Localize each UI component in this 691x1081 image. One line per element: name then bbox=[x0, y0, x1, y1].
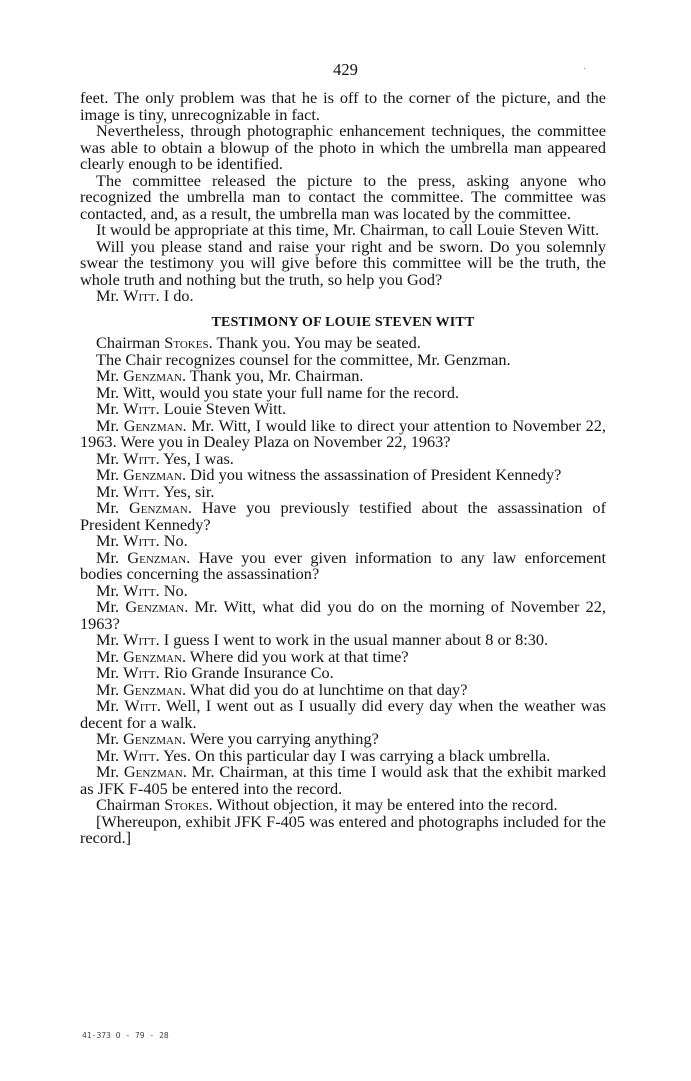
speaker-name: Genzman bbox=[123, 646, 182, 666]
speaker-name: Genzman bbox=[123, 415, 183, 435]
speaker-name: Genzman bbox=[123, 729, 182, 748]
paragraph-text: It would be appropriate at this time, Mr. Chairman, to call Louie Steven Witt. bbox=[96, 220, 600, 239]
paragraph-text: . What did you do at lunchtime on that day? bbox=[181, 679, 468, 699]
speaker-title: Mr. bbox=[96, 646, 124, 666]
speaker-title: Mr. bbox=[96, 696, 125, 715]
paragraph-text: . I do. bbox=[155, 286, 194, 305]
speaker-name: Genzman bbox=[129, 498, 188, 517]
paragraph bbox=[80, 288, 606, 305]
paragraph-text: . Yes. On this particular day I was carrying a black umbrella. bbox=[155, 745, 551, 765]
speaker-title: Chairman bbox=[96, 795, 165, 814]
document-body bbox=[80, 90, 606, 847]
paragraph-text: . Mr. Witt, what did you do on the morning of November 22, 1963? bbox=[80, 597, 607, 633]
speaker-name: Witt bbox=[123, 399, 156, 418]
paragraph-text: . Yes, sir. bbox=[155, 481, 215, 501]
paragraph-text: [Whereupon, exhibit JFK F-405 was entered and photographs included for the record.] bbox=[80, 811, 606, 847]
paragraph bbox=[80, 698, 606, 731]
paragraph bbox=[80, 415, 607, 451]
speaker-name: Genzman bbox=[123, 762, 183, 781]
section-heading: TESTIMONY OF LOUIE STEVEN WITT bbox=[211, 314, 475, 330]
speaker-name: Witt bbox=[123, 745, 156, 765]
speaker-name: Witt bbox=[123, 531, 156, 550]
paragraph-text: . Rio Grande Insurance Co. bbox=[155, 663, 334, 682]
paragraph-text: . Were you carrying anything? bbox=[181, 729, 379, 748]
speaker-title: Mr. bbox=[96, 762, 124, 781]
page-number: 429 bbox=[333, 60, 358, 79]
speaker-name: Stokes bbox=[164, 333, 209, 352]
speaker-name: Witt bbox=[124, 696, 157, 715]
paragraph-text: . Did you witness the assassination of President Kennedy? bbox=[181, 465, 562, 484]
speaker-title: Mr. bbox=[96, 448, 124, 468]
speaker-title: Mr. bbox=[96, 286, 124, 305]
paragraph-text: . Where did you work at that time? bbox=[181, 646, 409, 666]
speaker-name: Witt bbox=[123, 448, 156, 468]
paragraph-text: . Yes, I was. bbox=[155, 448, 234, 468]
paragraph bbox=[80, 811, 606, 847]
speaker-name: Witt bbox=[123, 286, 156, 305]
speaker-title: Mr. bbox=[96, 415, 124, 435]
paragraph bbox=[80, 170, 606, 223]
speaker-title: Mr. bbox=[96, 745, 124, 765]
paragraph-text: . Have you ever given information to any law enforcement bodies concerning the assassination? bbox=[80, 547, 606, 583]
speaker-title: Mr. bbox=[96, 465, 124, 484]
paragraph bbox=[80, 123, 606, 173]
speaker-title: Mr. bbox=[96, 481, 124, 501]
paragraph-text: . I guess I went to work in the usual manner about 8 or 8:30. bbox=[155, 630, 549, 649]
paragraph bbox=[80, 236, 606, 289]
speaker-title: Mr. bbox=[96, 729, 124, 748]
paragraph-text: The committee released the picture to the press, asking anyone who recognized the umbrella man to contact the committee. The committee was contacted, and, as a result, the umbrella man was located by the committee. bbox=[80, 170, 606, 223]
speaker-name: Genzman bbox=[123, 679, 182, 699]
speaker-title: Mr. bbox=[96, 580, 124, 600]
paragraph-text: . Without objection, it may be entered into the record. bbox=[208, 795, 558, 814]
speaker-name: Witt bbox=[123, 663, 156, 682]
testimony-section bbox=[80, 335, 606, 847]
speaker-title: Mr. bbox=[96, 663, 124, 682]
paragraph-text: . Mr. Witt, I would like to direct your attention to November 22, 1963. Were you in Dealey Plaza on November 22, 1963? bbox=[80, 415, 607, 451]
paragraph bbox=[80, 500, 606, 533]
speaker-name: Witt bbox=[123, 630, 156, 649]
paragraph-text: . No. bbox=[155, 580, 188, 600]
paragraph bbox=[80, 90, 606, 123]
speaker-name: Genzman bbox=[123, 366, 182, 385]
paragraph-text: Nevertheless, through photographic enhancement techniques, the committee was able to obtain a blowup of the photo in which the umbrella man appeared clearly enough to be identified. bbox=[80, 121, 606, 173]
paragraph-text: Mr. Witt, would you state your full name for the record. bbox=[96, 382, 460, 402]
speaker-name: Genzman bbox=[127, 547, 187, 567]
paragraph bbox=[80, 599, 606, 632]
speaker-name: Stokes bbox=[164, 795, 209, 814]
paragraph-text: Will you please stand and raise your right and be sworn. Do you solemnly swear the testimony you will give before this committee will be the truth, the whole truth and nothing but the truth, so help you God? bbox=[80, 236, 606, 289]
print-code: 41-373 O - 79 - 28 bbox=[82, 1031, 169, 1040]
paragraph-text: feet. The only problem was that he is off to the corner of the picture, and the image is tiny, unrecognizable in fact. bbox=[80, 88, 606, 124]
paragraph bbox=[80, 547, 606, 583]
paragraph-text: The Chair recognizes counsel for the committee, Mr. Genzman. bbox=[96, 349, 511, 369]
intro-section bbox=[80, 90, 606, 305]
speaker-title: Chairman bbox=[96, 333, 165, 352]
speaker-title: Mr. bbox=[96, 679, 124, 699]
paragraph-text: . Thank you. You may be seated. bbox=[208, 333, 421, 352]
speaker-name: Witt bbox=[123, 580, 156, 600]
paragraph bbox=[80, 764, 606, 797]
speaker-name: Genzman bbox=[125, 597, 185, 616]
paragraph-text: . Mr. Chairman, at this time I would ask that the exhibit marked as JFK F-405 be entered into the record. bbox=[80, 762, 607, 798]
paragraph-text: . Have you previously testified about the assassination of President Kennedy? bbox=[80, 498, 606, 534]
speaker-title: Mr. bbox=[96, 399, 124, 418]
speaker-title: Mr. bbox=[96, 547, 128, 567]
speaker-name: Witt bbox=[123, 481, 156, 501]
speaker-title: Mr. bbox=[96, 630, 124, 649]
paragraph-text: . Thank you, Mr. Chairman. bbox=[181, 366, 364, 385]
speaker-title: Mr. bbox=[96, 531, 124, 550]
speaker-title: Mr. bbox=[96, 366, 124, 385]
speaker-name: Genzman bbox=[123, 465, 182, 484]
speaker-title: Mr. bbox=[96, 597, 126, 616]
paragraph-text: . No. bbox=[155, 531, 188, 550]
paragraph-text: . Louie Steven Witt. bbox=[155, 399, 287, 418]
speaker-title: Mr. bbox=[96, 498, 130, 517]
scan-speck: · bbox=[583, 64, 587, 75]
paragraph-text: . Well, I went out as I usually did every day when the weather was decent for a walk. bbox=[80, 696, 607, 732]
